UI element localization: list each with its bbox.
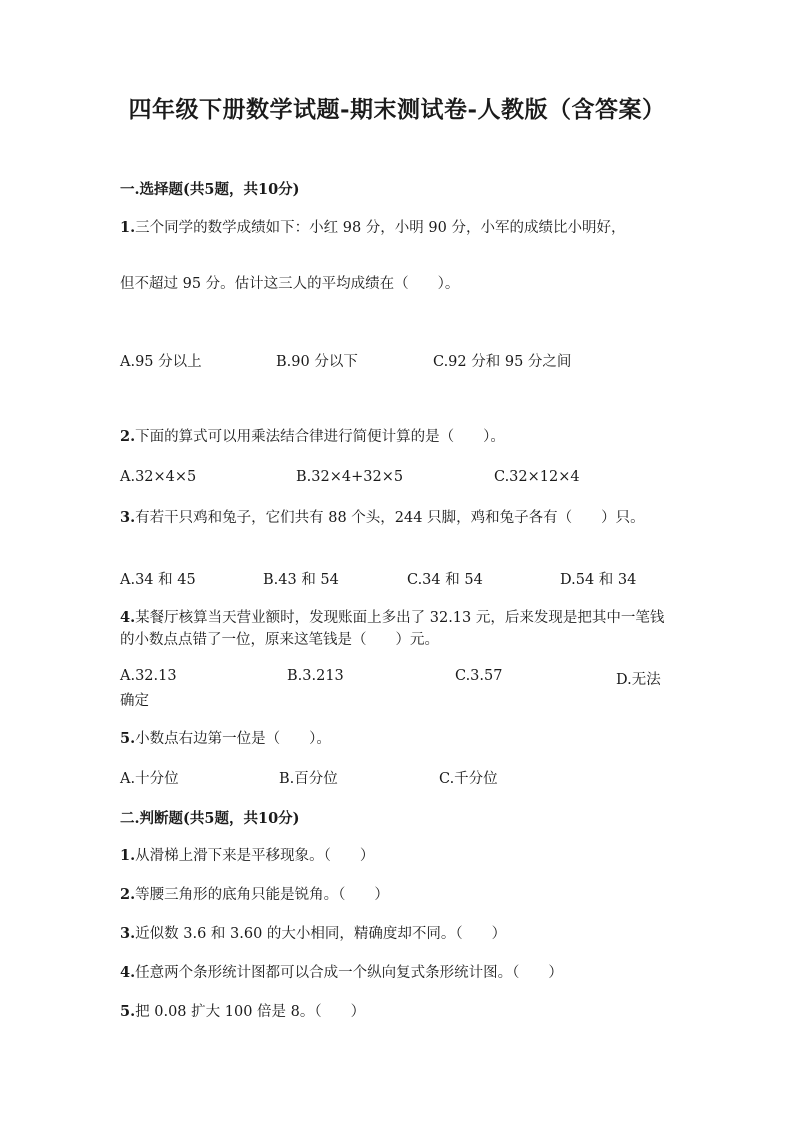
question-text: 从滑梯上滑下来是平移现象。（ ） [135,848,375,864]
option-a: A.十分位 [120,771,179,787]
option-c: C.34 和 54 [407,572,483,588]
question-number: 3. [120,925,136,942]
question-text: 三个同学的数学成绩如下：小红 98 分，小明 90 分，小军的成绩比小明好， [135,220,626,236]
question-4 [120,607,675,651]
section-heading-judgement: 二.判断题(共5题，共10分) [120,810,300,827]
option-b: B.3.213 [287,668,344,684]
page-title: 四年级下册数学试题-期末测试卷-人教版（含答案） [128,96,666,123]
question-3 [120,507,675,529]
question-number: 2. [120,886,136,903]
option-a: A.34 和 45 [120,572,196,588]
question-1-line-1 [120,217,625,239]
option-a: A.32×4×5 [120,469,197,485]
question-2 [120,426,505,448]
question-number: 1. [120,219,136,236]
question-number: 4. [120,609,136,626]
question-text: 某餐厅核算当天营业额时，发现账面上多出了 32.13 元，后来发现是把其中一笔钱的小数点点错了一位，原来这笔钱是（ ）元。 [120,610,665,648]
question-number: 3. [120,509,136,526]
option-a: A.32.13 [120,668,177,684]
question-text: 把 0.08 扩大 100 倍是 8。（ ） [135,1004,366,1020]
option-c: C.千分位 [439,771,498,787]
option-c: C.3.57 [455,668,503,684]
option-b: B.43 和 54 [263,572,339,588]
question-number: 2. [120,428,136,445]
option-d: D.54 和 34 [560,572,637,588]
question-5 [120,728,331,750]
question-text: 任意两个条形统计图都可以合成一个纵向复式条形统计图。（ ） [135,965,563,981]
judgement-2 [120,884,389,906]
question-number: 5. [120,1003,136,1020]
judgement-3 [120,923,506,945]
judgement-5 [120,1001,365,1023]
question-text: 小数点右边第一位是（ ）。 [135,731,331,747]
option-b: B.32×4+32×5 [296,469,404,485]
option-c: C.92 分和 95 分之间 [433,354,572,370]
option-d-continued: 确定 [120,693,149,709]
judgement-4 [120,962,563,984]
option-c: C.32×12×4 [494,469,580,485]
question-text: 等腰三角形的底角只能是锐角。（ ） [135,887,389,903]
option-d: D.无法 [616,672,661,688]
question-text: 近似数 3.6 和 3.60 的大小相同，精确度却不同。（ ） [135,926,507,942]
option-b: B.百分位 [279,771,338,787]
option-b: B.90 分以下 [276,354,358,370]
question-number: 5. [120,730,136,747]
question-text: 下面的算式可以用乘法结合律进行简便计算的是（ ）。 [135,429,505,445]
section-heading-choice: 一.选择题(共5题，共10分) [120,181,300,198]
option-a: A.95 分以上 [120,354,202,370]
question-number: 1. [120,847,136,864]
question-1-line-2: 但不超过 95 分。估计这三人的平均成绩在（ ）。 [120,276,460,292]
question-text: 有若干只鸡和兔子，它们共有 88 个头，244 只脚，鸡和兔子各有（ ）只。 [135,510,645,526]
judgement-1 [120,845,374,867]
question-number: 4. [120,964,136,981]
